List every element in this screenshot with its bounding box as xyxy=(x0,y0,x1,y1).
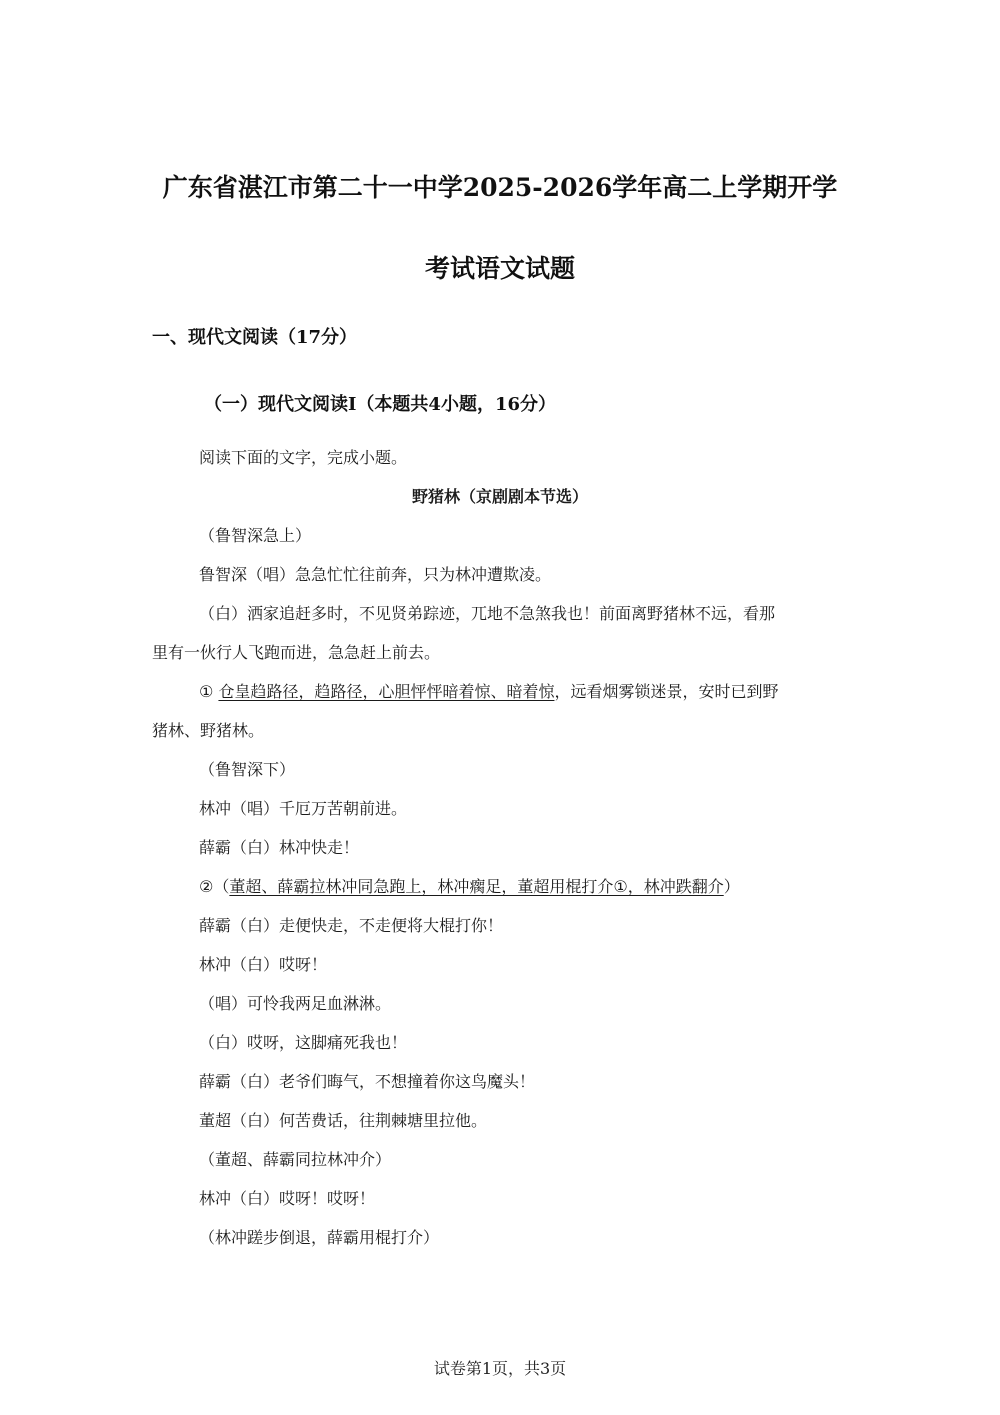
script-line: 薛霸（白）林冲快走！ xyxy=(199,838,360,857)
script-line: （白）洒家追赶多时，不见贤弟踪迹，兀地不急煞我也！前面离野猪林不远，看那 xyxy=(199,604,776,623)
script-line: （唱）可怜我两足血淋淋。 xyxy=(199,994,392,1013)
line-rest: ，远看烟雾锁迷景，安时已到野 xyxy=(554,682,779,701)
script-line: （鲁智深下） xyxy=(199,760,296,779)
script-line: 猪林、野猪林。 xyxy=(152,721,265,740)
page-footer: 试卷第1页，共3页 xyxy=(433,1359,567,1378)
underlined-text: 董超、薛霸拉林冲同急跑上，林冲瘸足，董超用棍打介①，林冲跌翻介 xyxy=(229,877,724,896)
script-line: 薛霸（白）走便快走，不走便将大棍打你！ xyxy=(199,916,504,935)
exam-title-line2: 考试语文试题 xyxy=(424,254,575,283)
script-line: 鲁智深（唱）急急忙忙往前奔，只为林冲遭欺凌。 xyxy=(199,565,552,584)
underlined-text: 仓皇趋路径，趋路径，心胆怦怦暗着惊、暗着惊 xyxy=(218,682,555,701)
script-line: （林冲蹉步倒退，薛霸用棍打介） xyxy=(199,1228,440,1247)
marker-number: ① xyxy=(199,682,219,701)
script-line: 董超（白）何苦费话，往荆棘塘里拉他。 xyxy=(199,1111,488,1130)
script-line: （鲁智深急上） xyxy=(199,526,312,545)
subsection-heading: （一）现代文阅读I（本题共4小题，16分） xyxy=(204,394,556,415)
script-line: （白）哎呀，这脚痛死我也！ xyxy=(199,1033,408,1052)
instruction-text: 阅读下面的文字，完成小题。 xyxy=(199,448,408,467)
script-line: （董超、薛霸同拉林冲介） xyxy=(199,1150,392,1169)
script-line: 薛霸（白）老爷们晦气，不想撞着你这鸟魔头！ xyxy=(199,1072,536,1091)
section-heading: 一、现代文阅读（17分） xyxy=(152,327,358,348)
marker-number: ②（ xyxy=(199,877,230,896)
script-line: 里有一伙行人飞跑而进，急急赶上前去。 xyxy=(152,643,441,662)
script-line: 林冲（唱）千厄万苦朝前进。 xyxy=(199,799,408,818)
line-rest: ） xyxy=(723,877,740,896)
script-line: 林冲（白）哎呀！哎呀！ xyxy=(199,1189,376,1208)
marked-line-2 xyxy=(199,874,740,897)
marked-line-1 xyxy=(199,679,778,702)
exam-title-line1: 广东省湛江市第二十一中学2025-2026学年高二上学期开学 xyxy=(162,173,838,202)
passage-title: 野猪林（京剧剧本节选） xyxy=(411,487,588,506)
script-line: 林冲（白）哎呀！ xyxy=(199,955,328,974)
